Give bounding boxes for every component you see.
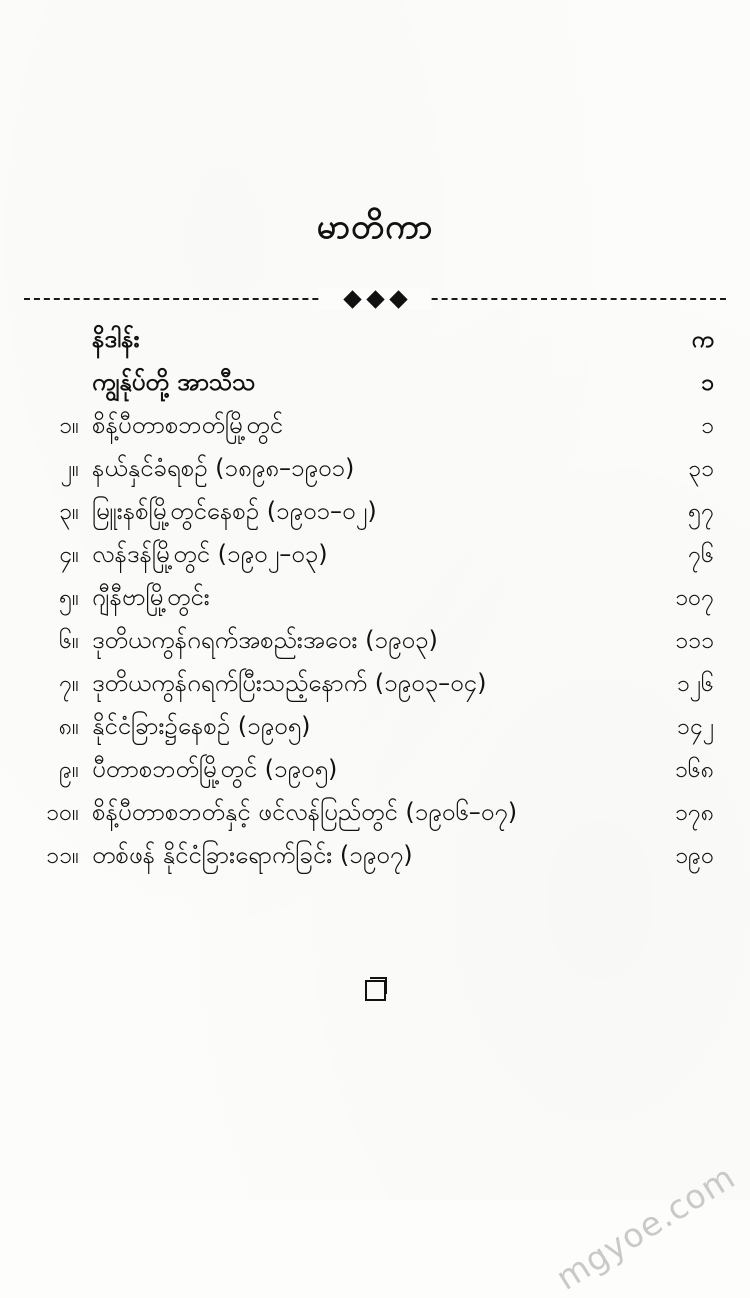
toc-entry-number: ၃။	[59, 499, 79, 525]
toc-entry-page: ၁၆၈	[674, 757, 714, 783]
end-of-section-mark	[0, 978, 750, 1008]
toc-entry	[24, 791, 726, 834]
toc-entry-page: ၁	[701, 413, 714, 439]
toc-entry	[24, 705, 726, 748]
toc-entry-label: စိန့်ပီတာစဘတ်နှင့် ဖင်လန်ပြည်တွင် (၁၉၀၆–၀၇)	[92, 798, 518, 826]
toc-entry	[24, 404, 726, 447]
toc-entry-page: ၁၂၆	[676, 671, 714, 697]
toc-entry	[24, 361, 726, 404]
toc-entry	[24, 490, 726, 533]
toc-entry-label: လန်ဒန်မြို့တွင် (၁၉၀၂–၀၃)	[92, 540, 328, 568]
toc-entry-number: ၂။	[60, 456, 79, 482]
toc-entry-label: ဒုတိယကွန်ဂရက်အစည်းအဝေး (၁၉၀၃)	[92, 626, 438, 654]
toc-entry-number: ၁။	[59, 413, 79, 439]
toc-entry-page: ၁	[701, 370, 714, 396]
toc-entry-number: ၁၁။	[46, 843, 79, 869]
diamond-ornament-group	[324, 288, 426, 310]
square-end-icon	[365, 980, 386, 1001]
toc-entry-page: ၁၁၁	[675, 628, 714, 654]
toc-entry-label: မြူးနစ်မြို့တွင်နေစဉ် (၁၉၀၁–၀၂)	[92, 497, 377, 525]
toc-entry-number: ၇။	[59, 671, 79, 697]
toc-entry-number: ၉။	[59, 757, 79, 783]
toc-entry-page: က	[691, 327, 714, 353]
toc-entry-page: ၇၆	[688, 542, 714, 568]
toc-entry-number: ၈။	[58, 714, 79, 740]
toc-entry-label: ဒုတိယကွန်ဂရက်ပြီးသည့်နောက် (၁၉၀၃–၀၄)	[92, 669, 487, 697]
toc-entry-label: ဂျီနီဗာမြို့တွင်း	[92, 583, 210, 611]
toc-entry-number: ၁၀။	[46, 800, 79, 826]
diamond-icon	[366, 290, 384, 308]
toc-entry	[24, 748, 726, 791]
diamond-icon	[343, 290, 361, 308]
toc-entry	[24, 447, 726, 490]
toc-entry-page: ၁၀၇	[675, 585, 714, 611]
toc-entry-label: စိန့်ပီတာစဘတ်မြို့တွင်	[92, 411, 283, 439]
toc-entry-label: နိဒါန်း	[92, 325, 140, 353]
watermark: mgyoe.com	[549, 1156, 742, 1298]
toc-entry-page: ၁၇၈	[674, 800, 714, 826]
toc-entry-page: ၁၉၀	[675, 843, 714, 869]
toc-entry-label: ကျွန်ုပ်တို့ အာသီသ	[92, 368, 256, 396]
table-of-contents	[24, 318, 726, 877]
page-title: မာတိကာ	[316, 207, 434, 247]
ornamental-divider	[24, 288, 726, 310]
toc-entry-page: ၁၄၂	[676, 714, 714, 740]
toc-entry	[24, 318, 726, 361]
toc-entry	[24, 576, 726, 619]
toc-entry	[24, 662, 726, 705]
toc-entry-number: ၅။	[59, 585, 79, 611]
toc-entry-label: ပီတာစဘတ်မြို့တွင် (၁၉၀၅)	[92, 755, 338, 783]
toc-entry	[24, 834, 726, 877]
toc-entry	[24, 619, 726, 662]
toc-entry-number: ၄။	[59, 542, 79, 568]
toc-entry-page: ၃၁	[688, 456, 714, 482]
toc-entry	[24, 533, 726, 576]
toc-entry-page: ၅၇	[688, 499, 714, 525]
toc-entry-label: တစ်ဖန် နိုင်ငံခြားရောက်ခြင်း (၁၉၀၇)	[92, 841, 413, 869]
toc-entry-number: ၆။	[59, 628, 79, 654]
toc-entry-label: နိုင်ငံခြား၌နေစဉ် (၁၉၀၅)	[92, 712, 311, 740]
toc-entry-label: နယ်နှင်ခံရစဉ် (၁၈၉၈–၁၉၀၁)	[92, 454, 355, 482]
diamond-icon	[389, 290, 407, 308]
